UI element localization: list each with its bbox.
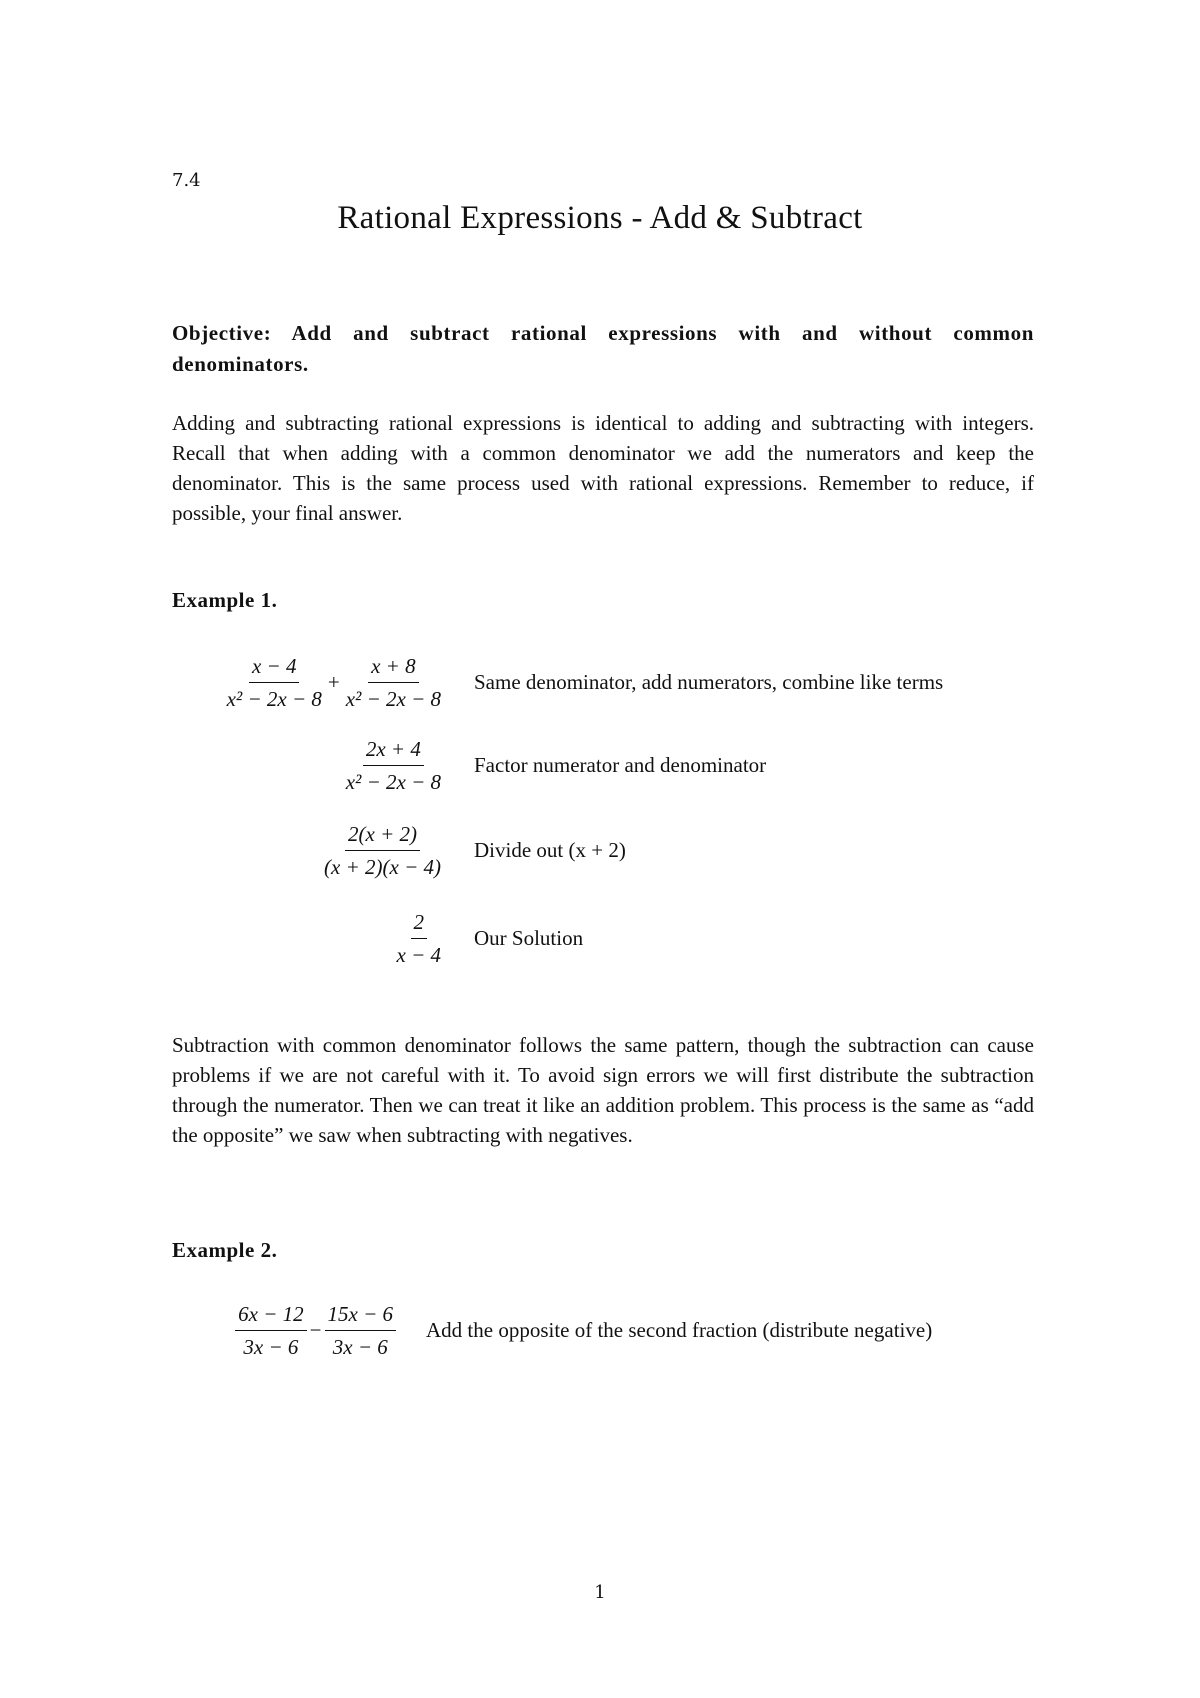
math-expression — [172, 908, 444, 969]
intro-paragraph: Adding and subtracting rational expressions is identical to adding and subtracting with integers. Recall that when adding with a common denominator we add the numerators and keep the denominator. This is the same process used with rational expressions. Remember to reduce, if possible, your final answer. — [172, 411, 1034, 525]
page-title: Rational Expressions - Add & Subtract — [337, 200, 863, 236]
minus-operator: − — [309, 1318, 322, 1342]
fraction — [224, 652, 325, 713]
subtraction-paragraph: Subtraction with common denominator follows the same pattern, though the subtraction can cause problems if we are not careful with it. To avoid sign errors we will first distribute the subtraction through the numerator. Then we can treat it like an addition problem. This process is the same as “add the opposite” we saw when subtracting with negatives. — [172, 1033, 1034, 1147]
fraction-numerator: 2(x + 2) — [345, 820, 420, 851]
objective-statement: Objective: Add and subtract rational expressions with and without common denominators. — [172, 321, 1034, 376]
fraction-numerator: 2x + 4 — [363, 735, 424, 766]
page-number: 1 — [594, 1582, 606, 1603]
fraction-denominator: 3x − 6 — [332, 1335, 388, 1359]
step-note: Our Solution — [474, 926, 584, 950]
math-expression — [172, 735, 444, 796]
fraction-denominator: 3x − 6 — [243, 1335, 299, 1359]
fraction-numerator: x − 4 — [249, 652, 300, 683]
fraction-numerator: 15x − 6 — [325, 1300, 397, 1331]
fraction — [343, 735, 444, 796]
math-expression — [172, 652, 444, 713]
plus-operator: + — [327, 670, 340, 694]
fraction-denominator: x² − 2x − 8 — [345, 687, 441, 711]
example-1-step-3 — [172, 820, 626, 881]
fraction-numerator: x + 8 — [368, 652, 419, 683]
example-1-step-2 — [172, 735, 766, 796]
fraction-denominator: x − 4 — [396, 943, 441, 967]
fraction-denominator: x² − 2x − 8 — [226, 687, 322, 711]
example-1-step-4 — [172, 908, 583, 969]
fraction — [343, 652, 444, 713]
math-expression — [172, 820, 444, 881]
fraction — [325, 1300, 397, 1361]
example-1-heading: Example 1. — [172, 588, 278, 612]
example-2-heading: Example 2. — [172, 1238, 278, 1262]
example-1-step-1 — [172, 652, 943, 713]
fraction-denominator: (x + 2)(x − 4) — [324, 855, 441, 879]
example-2-step-1 — [200, 1300, 932, 1361]
section-number: 7.4 — [172, 170, 201, 191]
step-note: Add the opposite of the second fraction (distribute negative) — [426, 1318, 933, 1342]
fraction — [394, 908, 445, 969]
step-note: Divide out (x + 2) — [474, 838, 626, 862]
step-note: Factor numerator and denominator — [474, 753, 767, 777]
math-expression — [200, 1300, 396, 1361]
fraction-denominator: x² − 2x − 8 — [345, 770, 441, 794]
fraction-numerator: 6x − 12 — [235, 1300, 307, 1331]
fraction-numerator: 2 — [411, 908, 428, 939]
step-note: Same denominator, add numerators, combine like terms — [474, 670, 944, 694]
fraction — [235, 1300, 307, 1361]
fraction — [321, 820, 444, 881]
